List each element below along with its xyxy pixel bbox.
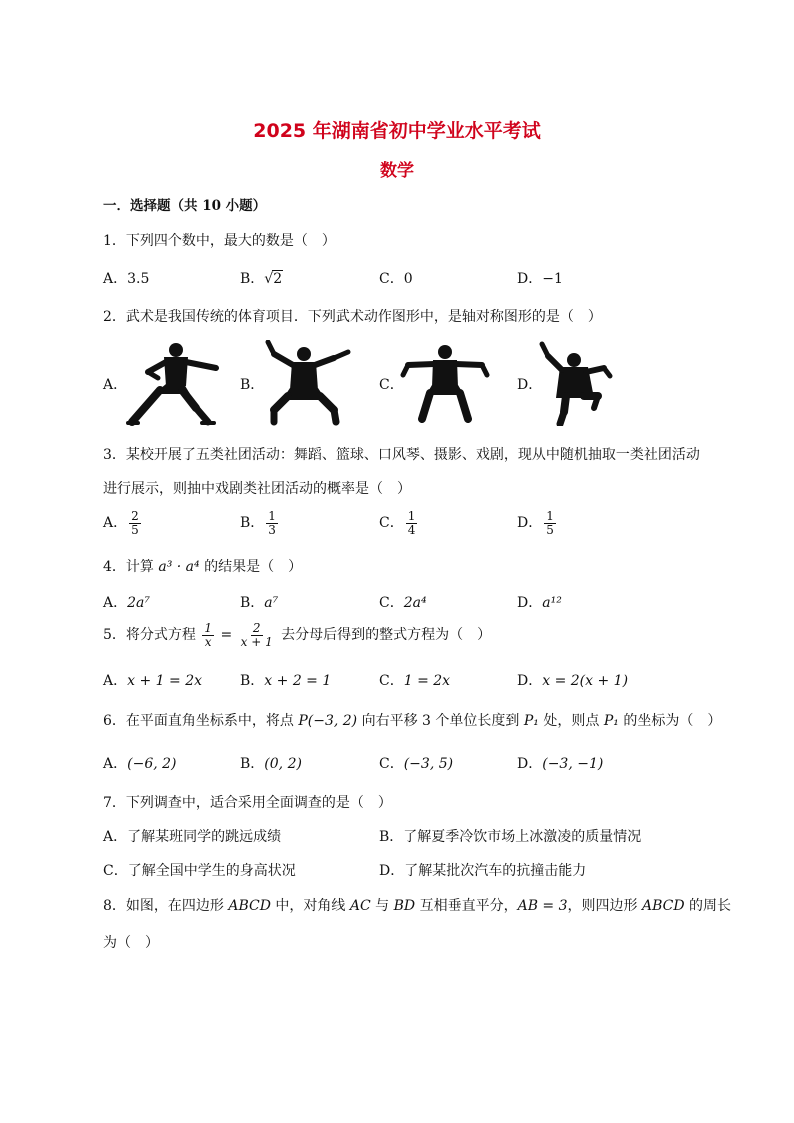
option-label: C． — [379, 271, 404, 287]
q4-b-value: a⁷ — [264, 595, 279, 611]
q1-c-value: 0 — [403, 271, 413, 287]
q6-point-p1: P₁ — [523, 713, 539, 729]
q6-stem-mid2: 处，则点 — [538, 713, 604, 729]
q8-stem-mid: 中，对角线 — [270, 898, 350, 914]
q6-stem-mid: 向右平移 3 个单位长度到 — [357, 713, 524, 729]
q7-option-b[interactable]: B．了解夏季冷饮市场上冰激凌的质量情况 — [379, 829, 642, 845]
option-label: B． — [240, 595, 265, 611]
q6-b-value: (0, 2) — [264, 756, 302, 772]
q8-stem-mid2: 互相垂直平分， — [415, 898, 518, 914]
q3-option-a[interactable] — [103, 510, 143, 536]
denominator: x + 1 — [240, 634, 273, 649]
equals-sign: = — [220, 627, 233, 644]
sqrt-expression — [264, 270, 283, 287]
q4-stem — [103, 556, 302, 576]
q1-option-c[interactable] — [379, 268, 413, 288]
section-heading: 一．选择题（共 10 小题） — [103, 198, 267, 214]
numerator: 1 — [204, 621, 212, 635]
q2-option-b-label[interactable]: B． — [240, 377, 265, 393]
q2-option-a-label[interactable]: A． — [103, 377, 128, 393]
q8-quad-ref: ABCD — [641, 898, 685, 914]
q4-option-c[interactable] — [379, 592, 427, 612]
q5-lhs-fraction — [202, 622, 214, 648]
option-label: A． — [103, 756, 128, 772]
option-label: A． — [103, 595, 128, 611]
option-label: D． — [517, 756, 543, 772]
q2-option-d-label[interactable]: D． — [517, 377, 543, 393]
option-label: A． — [103, 673, 128, 689]
q1-stem: 1．下列四个数中，最大的数是（ ） — [103, 233, 336, 249]
q6-option-d[interactable] — [517, 753, 603, 773]
exam-title: 2025 年湖南省初中学业水平考试 — [253, 120, 541, 142]
denominator: 3 — [268, 522, 276, 537]
q8-diagonal-bd: BD — [393, 898, 416, 914]
q3-d-fraction — [544, 510, 556, 536]
q5-d-value: x = 2(x + 1) — [542, 673, 629, 689]
denominator: 4 — [407, 522, 416, 537]
option-label: C． — [379, 595, 404, 611]
numerator: 1 — [407, 509, 416, 523]
q6-stem-pre: 6．在平面直角坐标系中，将点 — [103, 713, 299, 729]
q1-d-value: −1 — [542, 271, 563, 287]
q6-stem-post: 的坐标为（ ） — [618, 713, 722, 729]
q3-c-fraction — [406, 510, 418, 536]
option-label: B． — [240, 756, 265, 772]
q4-c-value: 2a⁴ — [403, 595, 427, 611]
q3-a-fraction — [129, 510, 141, 536]
q1-option-b[interactable] — [240, 268, 283, 288]
q2-option-c-label[interactable]: C． — [379, 377, 404, 393]
option-label: B． — [240, 673, 265, 689]
q6-option-b[interactable] — [240, 753, 302, 773]
martial-arts-figure-c — [400, 343, 490, 423]
q4-stem-pre: 4．计算 — [103, 559, 159, 575]
q8-ab-length: AB = 3 — [517, 898, 568, 914]
q4-stem-post: 的结果是（ ） — [199, 559, 303, 575]
q1-option-d[interactable] — [517, 268, 563, 288]
martial-arts-figure-b — [262, 340, 352, 426]
option-label: D． — [517, 515, 543, 532]
option-label: C． — [379, 756, 404, 772]
q6-stem — [103, 710, 721, 730]
q8-stem-line1 — [103, 895, 731, 915]
q6-c-value: (−3, 5) — [403, 756, 454, 772]
q6-option-a[interactable] — [103, 753, 177, 773]
q3-option-c[interactable] — [379, 510, 419, 536]
q4-expression: a³ · a⁴ — [158, 559, 200, 575]
option-label: A． — [103, 515, 128, 532]
q5-rhs-fraction — [239, 622, 275, 648]
q3-option-b[interactable] — [240, 510, 280, 536]
sqrt-sign: √ — [264, 271, 274, 287]
q3-stem-line1: 3．某校开展了五类社团活动：舞蹈、篮球、口风琴、摄影、戏剧，现从中随机抽取一类社团活动 — [103, 447, 700, 463]
q3-option-d[interactable] — [517, 510, 558, 536]
q5-option-b[interactable] — [240, 670, 331, 690]
option-label: C． — [379, 515, 404, 532]
q5-c-value: 1 = 2x — [403, 673, 451, 689]
q6-point-p: P(−3, 2) — [298, 713, 358, 729]
q5-option-c[interactable] — [379, 670, 450, 690]
martial-arts-figure-a — [124, 342, 220, 426]
q4-option-a[interactable] — [103, 592, 150, 612]
q7-option-c[interactable]: C．了解全国中学生的身高状况 — [103, 863, 296, 879]
q5-stem-post: 去分母后得到的整式方程为（ ） — [276, 627, 492, 644]
option-label: B． — [240, 515, 265, 532]
q5-option-d[interactable] — [517, 670, 628, 690]
option-label: D． — [517, 673, 543, 689]
q7-stem: 7．下列调查中，适合采用全面调查的是（ ） — [103, 795, 392, 811]
q4-d-value: a¹² — [542, 595, 562, 611]
martial-arts-figure-d — [538, 340, 614, 426]
q2-stem: 2．武术是我国传统的体育项目．下列武术动作图形中，是轴对称图形的是（ ） — [103, 309, 602, 325]
q8-quad: ABCD — [228, 898, 271, 914]
q7-option-d[interactable]: D．了解某批次汽车的抗撞击能力 — [379, 863, 587, 879]
q1-option-a[interactable] — [103, 268, 149, 288]
exam-subject: 数学 — [380, 161, 414, 181]
q7-option-a[interactable]: A．了解某班同学的跳远成绩 — [103, 829, 282, 845]
q5-a-value: x + 1 = 2x — [127, 673, 202, 689]
q6-a-value: (−6, 2) — [127, 756, 177, 772]
denominator: 5 — [131, 522, 139, 537]
option-label: D． — [517, 271, 543, 287]
q8-stem-post: 的周长 — [684, 898, 732, 914]
q6-point-p1-ref: P₁ — [603, 713, 619, 729]
q8-diagonal-ac: AC — [349, 898, 371, 914]
numerator: 1 — [546, 509, 554, 523]
q8-stem-line2: 为（ ） — [103, 935, 159, 951]
option-label: B． — [240, 271, 265, 287]
option-label: D． — [517, 595, 543, 611]
q5-stem — [103, 622, 491, 648]
q5-stem-pre: 5．将分式方程 — [103, 627, 201, 644]
option-label: A． — [103, 271, 128, 287]
q4-option-d[interactable] — [517, 592, 562, 612]
q8-and: 与 — [370, 898, 394, 914]
q3-stem-line2: 进行展示，则抽中戏剧类社团活动的概率是（ ） — [103, 481, 411, 497]
q5-b-value: x + 2 = 1 — [264, 673, 332, 689]
option-label: C． — [379, 673, 404, 689]
q4-option-b[interactable] — [240, 592, 278, 612]
q8-stem-pre: 8．如图，在四边形 — [103, 898, 229, 914]
q5-option-a[interactable] — [103, 670, 202, 690]
q4-a-value: 2a⁷ — [127, 595, 150, 611]
denominator: 5 — [546, 522, 554, 537]
q6-option-c[interactable] — [379, 753, 453, 773]
numerator: 2 — [131, 509, 139, 523]
q8-stem-mid3: ，则四边形 — [567, 898, 642, 914]
q6-d-value: (−3, −1) — [542, 756, 604, 772]
numerator: 2 — [252, 621, 261, 635]
q3-b-fraction — [266, 510, 278, 536]
q1-b-radicand: 2 — [273, 271, 283, 287]
numerator: 1 — [268, 509, 276, 523]
denominator: x — [204, 634, 212, 649]
q1-a-value: 3.5 — [127, 271, 150, 287]
